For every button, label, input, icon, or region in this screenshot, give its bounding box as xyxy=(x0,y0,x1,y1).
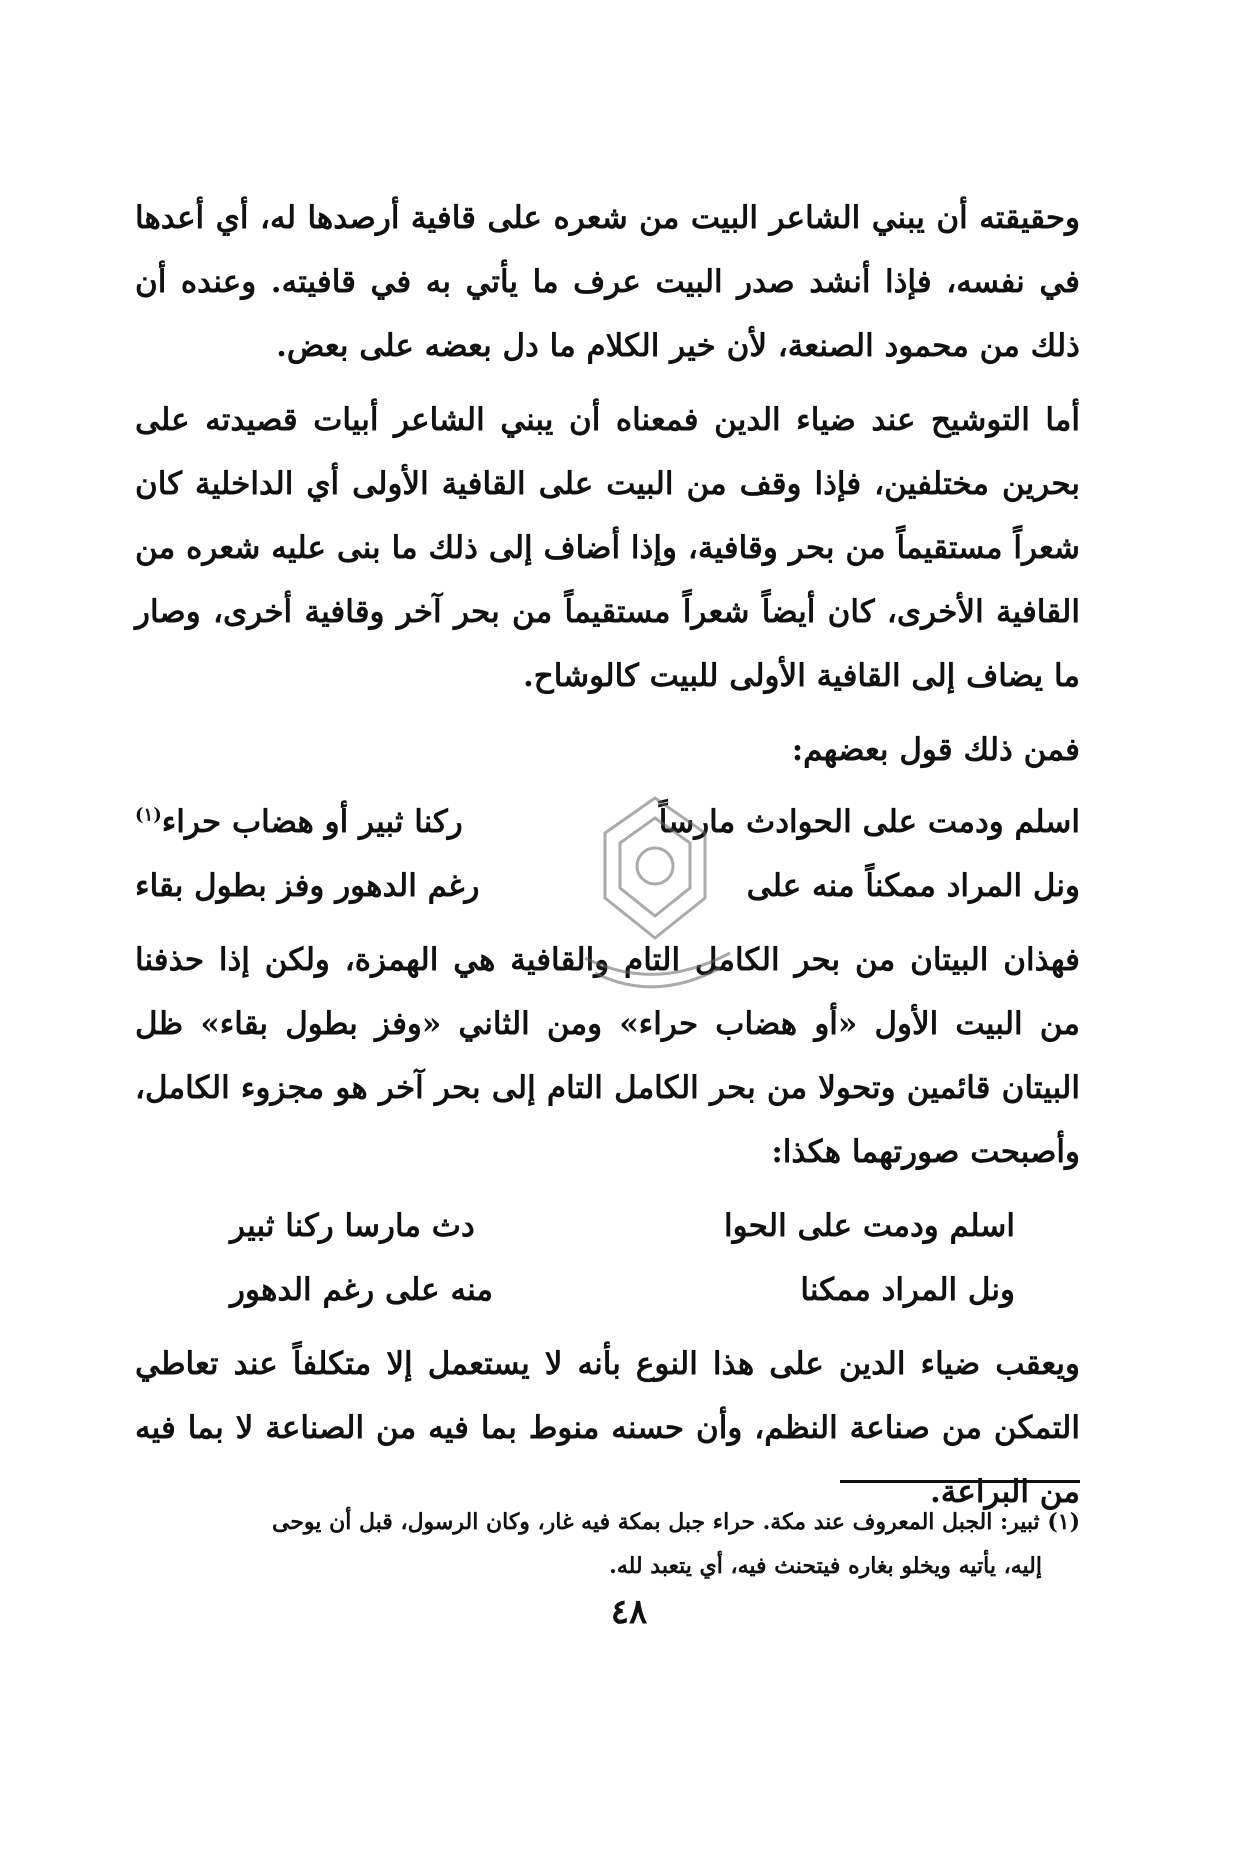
footnotes xyxy=(135,1500,1080,1588)
main-text xyxy=(135,186,1080,1534)
paragraph-3: فهذان البيتان من بحر الكامل التام والقافية هي الهمزة، ولكن إذا حذفنا من البيت الأول «أو هضاب حراء» ومن الثاني «وفز بطول بقاء» ظل البيتان قائمين وتحولا من بحر الكامل التام إلى بحر آخر هو مجزوء الكامل، وأصبحت صورتهما هكذا: xyxy=(135,942,1081,1170)
hemistich-right: اسلم ودمت على الحوادث مارساً xyxy=(658,804,1080,840)
footnote-1-continuation: إليه، يأتيه ويخلو بغاره فيتحنث فيه، أي يتعبد لله. xyxy=(609,1553,1042,1579)
paragraph-2: أما التوشيح عند ضياء الدين فمعناه أن يبني الشاعر أبيات قصيدته على بحرين مختلفين، فإذا وقف من البيت على القافية الأولى أي الداخلية كان شعراً مستقيماً من بحر وقافية، وإذا أضاف إلى ذلك ما بنى عليه شعره من القافية الأخرى، كان أيضاً شعراً مستقيماً من بحر آخر وقافية أخرى، وصار ما يضاف إلى القافية الأولى للبيت كالوشاح. xyxy=(135,402,1080,694)
hemistich-right: اسلم ودمت على الحوا xyxy=(724,1208,1015,1244)
verse-row xyxy=(135,790,1080,854)
footnote-divider xyxy=(840,1480,1080,1483)
short-verses xyxy=(135,1194,1080,1322)
verse-row xyxy=(135,854,1080,918)
footnote-marker: (١) xyxy=(135,804,162,826)
hemistich-right: ونل المراد ممكنا xyxy=(800,1272,1015,1308)
hemistich-left: دث مارسا ركنا ثبير xyxy=(230,1208,475,1244)
paragraph-4: ويعقب ضياء الدين على هذا النوع بأنه لا يستعمل إلا متكلفاً عند تعاطي التمكن من صناعة النظم، وأن حسنه منوط بما فيه من الصناعة لا بما فيه من البراعة. xyxy=(135,1346,1080,1510)
hemistich-left xyxy=(135,790,463,854)
hemistich-left-text: ركنا ثبير أو هضاب حراء xyxy=(161,804,463,840)
hemistich-left: منه على رغم الدهور xyxy=(230,1272,494,1308)
page-number: ٤٨ xyxy=(610,1592,648,1632)
hemistich-right: ونل المراد ممكناً منه على xyxy=(746,868,1080,904)
verse-row xyxy=(230,1194,1015,1258)
footnote-1: (١) ثبير: الجبل المعروف عند مكة. حراء جبل بمكة فيه غار، وكان الرسول، قبل أن يوحى xyxy=(271,1509,1080,1535)
verse-intro: فمن ذلك قول بعضهم: xyxy=(791,732,1080,768)
hemistich-left: رغم الدهور وفز بطول بقاء xyxy=(135,868,480,904)
verse-row xyxy=(230,1258,1015,1322)
full-verses xyxy=(135,790,1080,918)
paragraph-1: وحقيقته أن يبني الشاعر البيت من شعره على قافية أرصدها له، أي أعدها في نفسه، فإذا أنشد صدر البيت عرف ما يأتي به في قافيته. وعنده أن ذلك من محمود الصنعة، لأن خير الكلام ما دل بعضه على بعض. xyxy=(135,200,1080,364)
